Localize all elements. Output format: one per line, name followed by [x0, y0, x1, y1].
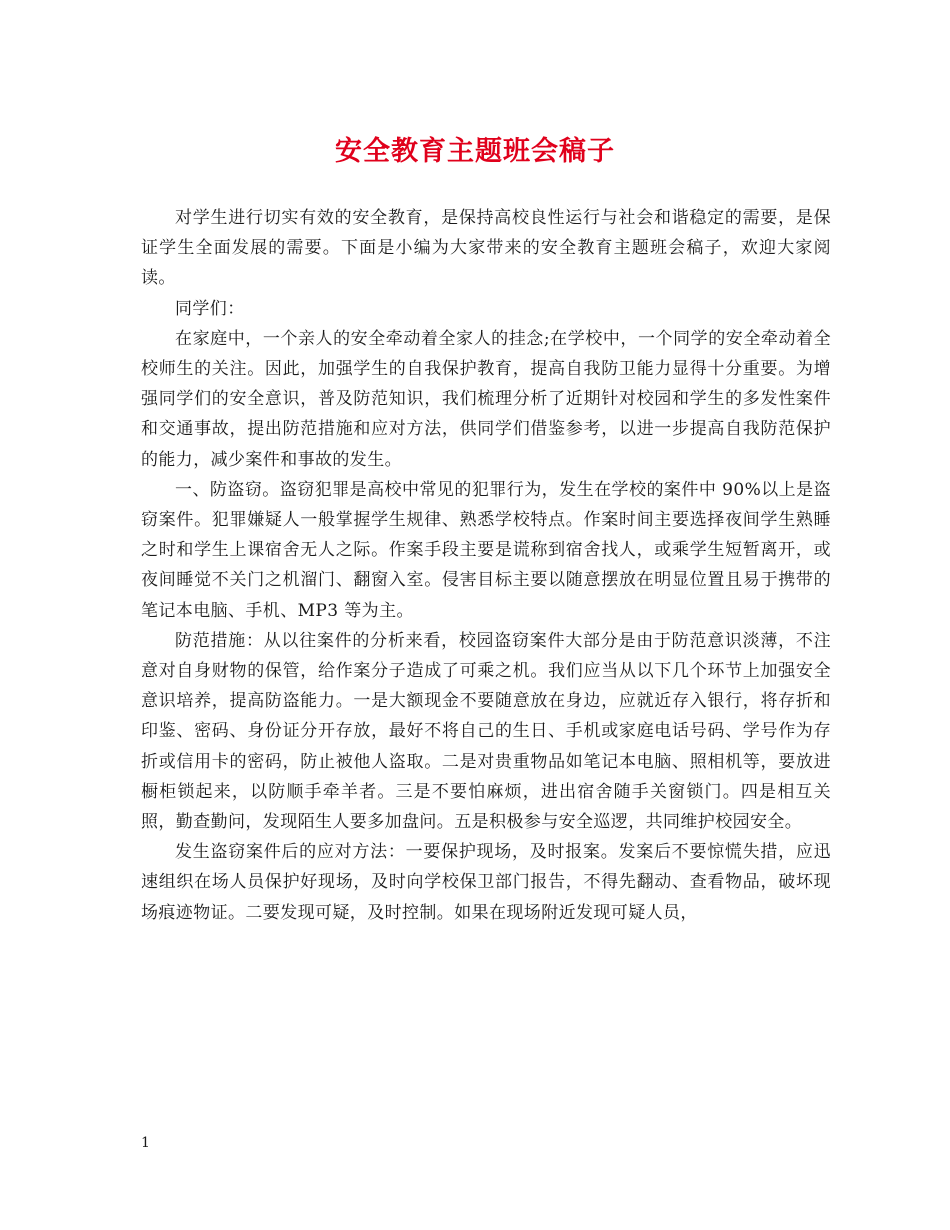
- paragraph-prevention-measures: 防范措施：从以往案件的分析来看，校园盗窃案件大部分是由于防范意识淡薄，不注意对自身财物的保管，给作案分子造成了可乘之机。我们应当从以下几个环节上加强安全意识培养，提高防盗能力。一是大额现金不要随意放在身边，应就近存入银行，将存折和印鉴、密码、身份证分开存放，最好不将自己的生日、手机或家庭电话号码、学号作为存折或信用卡的密码，防止被他人盗取。二是对贵重物品如笔记本电脑、照相机等，要放进橱柜锁起来，以防顺手牵羊者。三是不要怕麻烦，进出宿舍随手关窗锁门。四是相互关照，勤查勤问，发现陌生人要多加盘问。五是积极参与安全巡逻，共同维护校园安全。: [141, 630, 831, 833]
- page-number: 1: [141, 1135, 150, 1151]
- document-body: [141, 203, 831, 928]
- paragraph-background: 在家庭中，一个亲人的安全牵动着全家人的挂念;在学校中，一个同学的安全牵动着全校师生的关注。因此，加强学生的自我保护教育，提高自我防卫能力显得十分重要。为增强同学们的安全意识，普及防范知识，我们梳理分析了近期针对校园和学生的多发性案件和交通事故，提出防范措施和应对方法，供同学们借鉴参考，以进一步提高自我防范保护的能力，减少案件和事故的发生。: [141, 328, 831, 470]
- paragraph-intro: 对学生进行切实有效的安全教育，是保持高校良性运行与社会和谐稳定的需要，是保证学生全面发展的需要。下面是小编为大家带来的安全教育主题班会稿子，欢迎大家阅读。: [141, 208, 831, 289]
- paragraph-response-methods: 发生盗窃案件后的应对方法：一要保护现场，及时报案。发案后不要惊慌失措，应迅速组织在场人员保护好现场，及时向学校保卫部门报告，不得先翻动、查看物品，破坏现场痕迹物证。二要发现可疑，及时控制。如果在现场附近发现可疑人员，: [141, 842, 831, 923]
- paragraph-salutation: 同学们：: [175, 298, 245, 319]
- document-title: 安全教育主题班会稿子: [335, 136, 615, 167]
- paragraph-anti-theft: 一、防盗窃。盗窃犯罪是高校中常见的犯罪行为，发生在学校的案件中 90%以上是盗窃案件。犯罪嫌疑人一般掌握学生规律、熟悉学校特点。作案时间主要选择夜间学生熟睡之时和学生上课宿舍无人之际。作案手段主要是谎称到宿舍找人，或乘学生短暂离开，或夜间睡觉不关门之机溜门、翻窗入室。侵害目标主要以随意摆放在明显位置且易于携带的笔记本电脑、手机、MP3 等为主。: [141, 479, 831, 621]
